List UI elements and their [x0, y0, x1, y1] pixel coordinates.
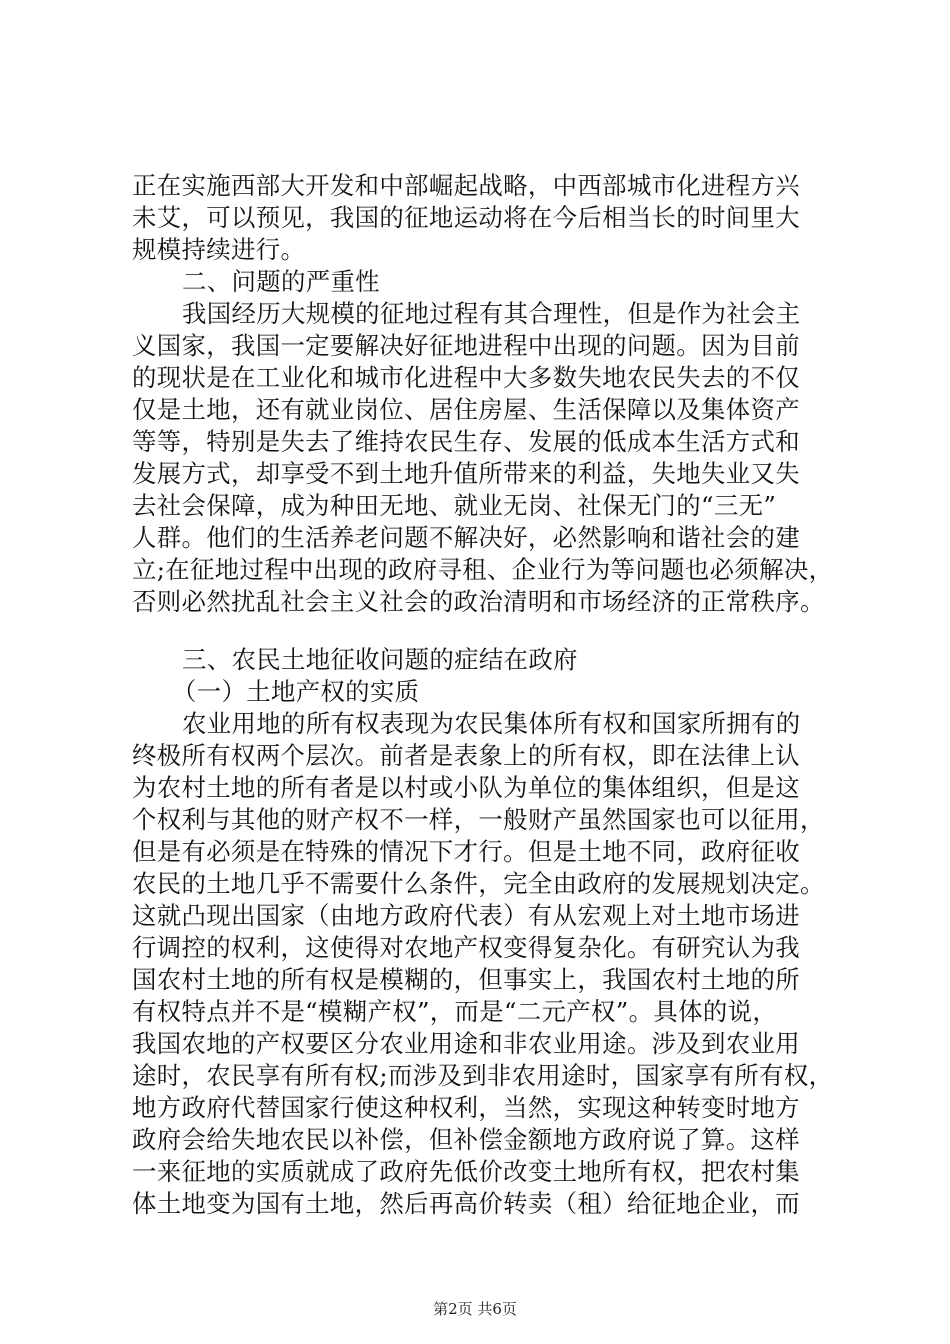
- text-line: 地方政府代替国家行使这种权利，当然，实现这种转变时地方: [132, 1093, 800, 1122]
- paragraph-property: [132, 708, 847, 1220]
- paragraph-severity: [132, 298, 847, 618]
- text-line: 一来征地的实质就成了政府先低价改变土地所有权，把农村集: [132, 1157, 800, 1186]
- text-line: 义国家，我国一定要解决好征地进程中出现的问题。因为目前: [132, 331, 800, 360]
- text-line: 农民的土地几乎不需要什么条件，完全由政府的发展规划决定。: [132, 869, 825, 898]
- text-line: 体土地变为国有土地，然后再高价转卖（租）给征地企业，而: [132, 1189, 800, 1218]
- text-line: 政府会给失地农民以补偿，但补偿金额地方政府说了算。这样: [132, 1125, 800, 1154]
- subsection-heading-property: （一）土地产权的实质: [172, 677, 420, 706]
- section-heading-severity: 二、问题的严重性: [182, 267, 380, 296]
- text-line: 终极所有权两个层次。前者是表象上的所有权，即在法律上认: [132, 741, 800, 770]
- text-line: 我国农地的产权要区分农业用途和非农业用途。涉及到农业用: [132, 1029, 800, 1058]
- text-line: 个权利与其他的财产权不一样，一般财产虽然国家也可以征用，: [132, 805, 825, 834]
- text-line: 去社会保障，成为种田无地、就业无岗、社保无门的“三无”: [132, 491, 777, 520]
- text-line: 为农村土地的所有者是以村或小队为单位的集体组织，但是这: [132, 773, 800, 802]
- page-footer: 第2页 共6页: [433, 1300, 517, 1318]
- section-heading-government: 三、农民土地征收问题的症结在政府: [182, 645, 578, 674]
- text-line: 有权特点并不是“模糊产权”，而是“二元产权”。具体的说，: [132, 997, 778, 1026]
- text-line: 国农村土地的所有权是模糊的，但事实上，我国农村土地的所: [132, 965, 800, 994]
- text-line: 人群。他们的生活养老问题不解决好，必然影响和谐社会的建: [132, 523, 800, 552]
- paragraph-continuation: [132, 170, 847, 266]
- document-body: [132, 170, 847, 1220]
- text-line: 农业用地的所有权表现为农民集体所有权和国家所拥有的: [182, 709, 801, 738]
- text-line: 的现状是在工业化和城市化进程中大多数失地农民失去的不仅: [132, 363, 800, 392]
- text-line: 未艾，可以预见，我国的征地运动将在今后相当长的时间里大: [132, 203, 800, 232]
- text-line: 正在实施西部大开发和中部崛起战略，中西部城市化进程方兴: [132, 171, 800, 200]
- text-line: 途时，农民享有所有权;而涉及到非农用途时，国家享有所有权，: [132, 1061, 834, 1090]
- paragraph-gap: [132, 618, 847, 644]
- text-line: 但是有必须是在特殊的情况下才行。但是土地不同，政府征收: [132, 837, 800, 866]
- text-line: 立;在征地过程中出现的政府寻租、企业行为等问题也必须解决，: [132, 555, 834, 584]
- text-line: 否则必然扰乱社会主义社会的政治清明和市场经济的正常秩序。: [132, 587, 825, 616]
- text-line: 规模持续进行。: [132, 235, 306, 264]
- text-line: 这就凸现出国家（由地方政府代表）有从宏观上对土地市场进: [132, 901, 800, 930]
- text-line: 我国经历大规模的征地过程有其合理性，但是作为社会主: [182, 299, 801, 328]
- text-line: 行调控的权利，这使得对农地产权变得复杂化。有研究认为我: [132, 933, 800, 962]
- text-line: 等等，特别是失去了维持农民生存、发展的低成本生活方式和: [132, 427, 800, 456]
- text-line: 发展方式，却享受不到土地升值所带来的利益，失地失业又失: [132, 459, 800, 488]
- text-line: 仅是土地，还有就业岗位、居住房屋、生活保障以及集体资产: [132, 395, 800, 424]
